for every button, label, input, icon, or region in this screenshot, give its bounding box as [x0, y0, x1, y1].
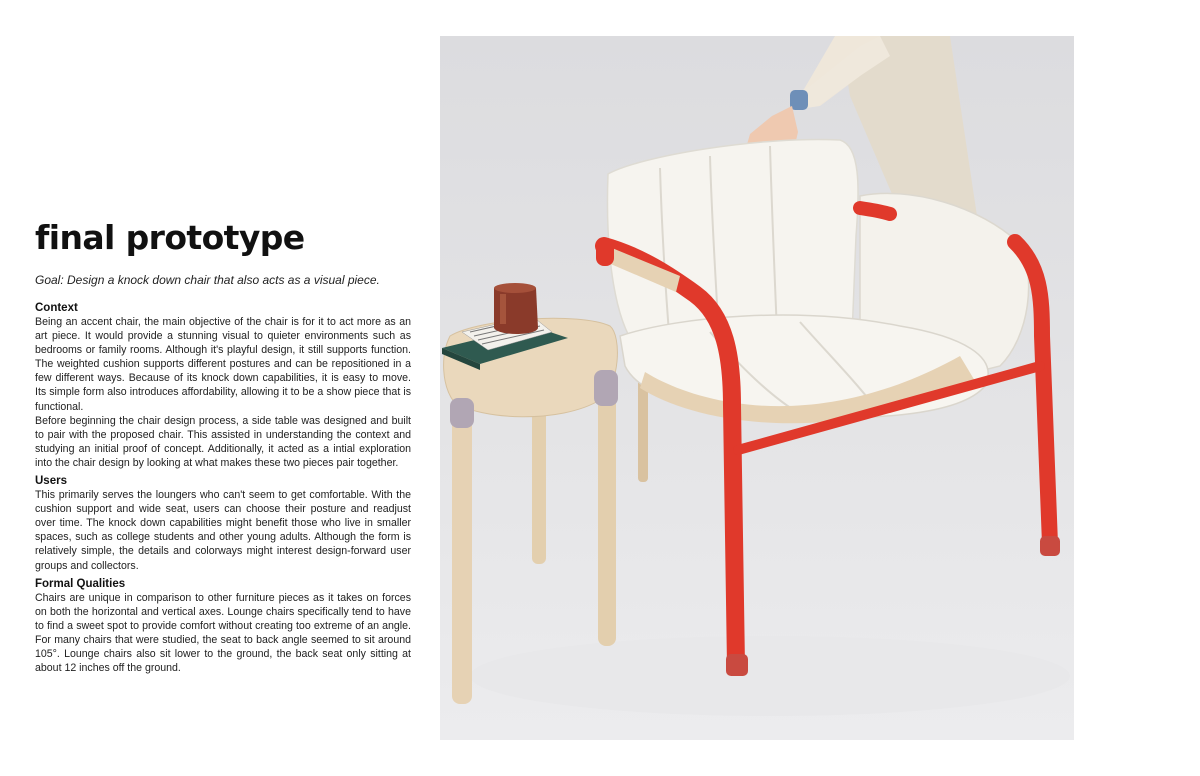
- watch-icon: [790, 90, 808, 110]
- prototype-photo: [440, 36, 1074, 740]
- chair-foot: [726, 654, 748, 676]
- floor-shadow: [470, 636, 1070, 716]
- section-heading: Context: [35, 302, 78, 314]
- candle-glass: [494, 283, 538, 334]
- section-heading: Formal Qualities: [35, 577, 126, 590]
- section-paragraph: Chairs are unique in comparison to other furniture pieces as it takes on forces on both the horizontal and vertical axes. Lounge chairs specifically tend to have to find a sweet spot to provide comfort without creating too extreme of an angle. For many chairs that were studied, the seat to back angle seemed to sit around 105°. Lounge chairs also sit lower to the ground, the back seat only sitting at about 12 inches off the ground.: [35, 591, 411, 675]
- section-paragraph: Before beginning the chair design process, a side table was designed and built to pair with the proposed chair. This assisted in understanding the context and studying an initial proof of concept. Additionally, it acted as a intial exploration into the chair design by looking at what makes these two pieces pair together.: [35, 414, 411, 469]
- goal-statement: Goal: Design a knock down chair that also acts as a visual piece.: [35, 273, 380, 287]
- armrest-cap: [596, 238, 614, 266]
- section-formal-qualities: [35, 577, 411, 676]
- section-paragraph: This primarily serves the loungers who can't seem to get comfortable. With the cushion support and wide seat, users can choose their posture and readjust over time. The knock down capabilities might benefit those who live in smaller spaces, such as college students and other young adults. Although the form is relatively simple, the details and colorways might interest design-forward user groups and collectors.: [35, 489, 411, 572]
- chair-illustration: [440, 36, 1074, 740]
- section-heading: Users: [35, 475, 67, 488]
- section-paragraph: Being an accent chair, the main objective of the chair is for it to act more as an art piece. It would provide a stunning visual to quieter environments such as bedrooms or family rooms. Although it's playful design, it still supports function. The weighted cushion supports different postures and can be repositioned in a few different ways. Because of its knock down capabilities, it is easy to move. Its simple form also introduces affordability, allowing it to be a show piece that is functional.: [35, 316, 411, 413]
- chair-foot: [1040, 536, 1060, 556]
- text-column: [35, 218, 411, 679]
- section-context: [35, 301, 411, 470]
- section-users: [35, 474, 411, 573]
- page-title: final prototype: [35, 218, 305, 257]
